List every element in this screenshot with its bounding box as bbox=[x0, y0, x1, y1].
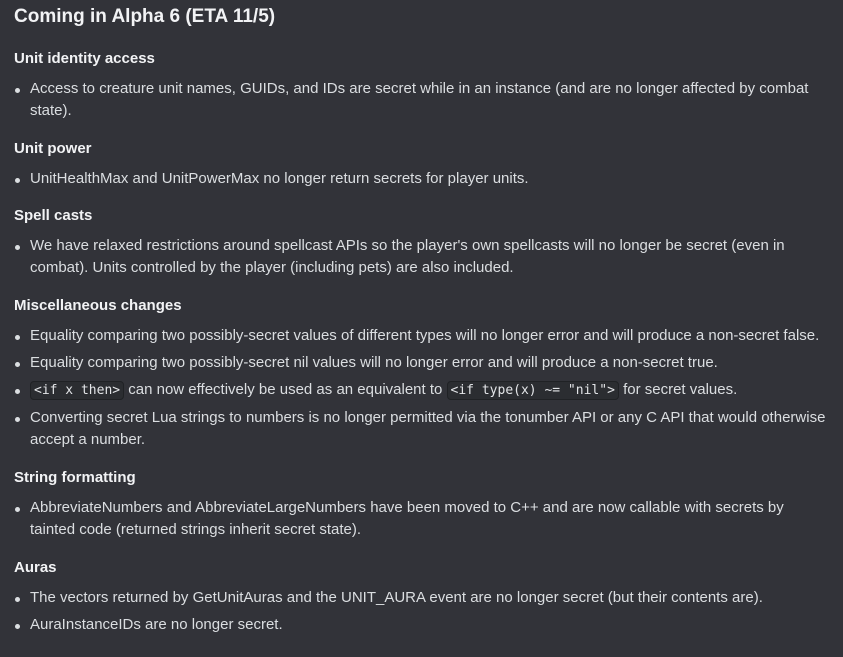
list-item bbox=[14, 379, 829, 402]
section-auras bbox=[14, 557, 829, 636]
section-miscellaneous-changes bbox=[14, 295, 829, 451]
list-item: Converting secret Lua strings to numbers is no longer permitted via the tonumber API or any C API that would otherwise accept a number. bbox=[14, 407, 829, 451]
list-item: Equality comparing two possibly-secret nil values will no longer error and will produce a non-secret true. bbox=[14, 352, 829, 374]
list-item: UnitHealthMax and UnitPowerMax no longer return secrets for player units. bbox=[14, 168, 829, 190]
list-item: We have relaxed restrictions around spellcast APIs so the player's own spellcasts will no longer be secret (even in combat). Units controlled by the player (including pets) are also included. bbox=[14, 235, 829, 279]
section-unit-power bbox=[14, 138, 829, 190]
list-item: Equality comparing two possibly-secret values of different types will no longer error and will produce a non-secret false. bbox=[14, 325, 829, 347]
bullet-list bbox=[14, 168, 829, 190]
bullet-list bbox=[14, 78, 829, 122]
list-item: AbbreviateNumbers and AbbreviateLargeNumbers have been moved to C++ and are now callable with secrets by tainted code (returned strings inherit secret state). bbox=[14, 497, 829, 541]
inline-code: <if type(x) ~= "nil"> bbox=[447, 381, 619, 400]
section-unit-identity bbox=[14, 48, 829, 122]
section-heading: Unit power bbox=[14, 140, 92, 157]
list-item: The vectors returned by GetUnitAuras and the UNIT_AURA event are no longer secret (but their contents are). bbox=[14, 587, 829, 609]
list-item-text: can now effectively be used as an equivalent to bbox=[124, 381, 447, 398]
bullet-list bbox=[14, 497, 829, 541]
section-heading: Auras bbox=[14, 559, 57, 576]
message-title: Coming in Alpha 6 (ETA 11/5) bbox=[14, 6, 276, 27]
list-item: AuraInstanceIDs are no longer secret. bbox=[14, 614, 829, 636]
section-heading: String formatting bbox=[14, 469, 136, 486]
section-string-formatting bbox=[14, 467, 829, 541]
list-item: Access to creature unit names, GUIDs, and IDs are secret while in an instance (and are no longer affected by combat state). bbox=[14, 78, 829, 122]
section-spell-casts bbox=[14, 205, 829, 279]
section-heading: Spell casts bbox=[14, 207, 93, 224]
section-heading: Miscellaneous changes bbox=[14, 297, 182, 314]
bullet-list bbox=[14, 235, 829, 279]
list-item-text: for secret values. bbox=[618, 381, 738, 398]
section-heading: Unit identity access bbox=[14, 50, 155, 67]
inline-code: <if x then> bbox=[30, 381, 124, 400]
bullet-list bbox=[14, 325, 829, 451]
bullet-list bbox=[14, 587, 829, 636]
